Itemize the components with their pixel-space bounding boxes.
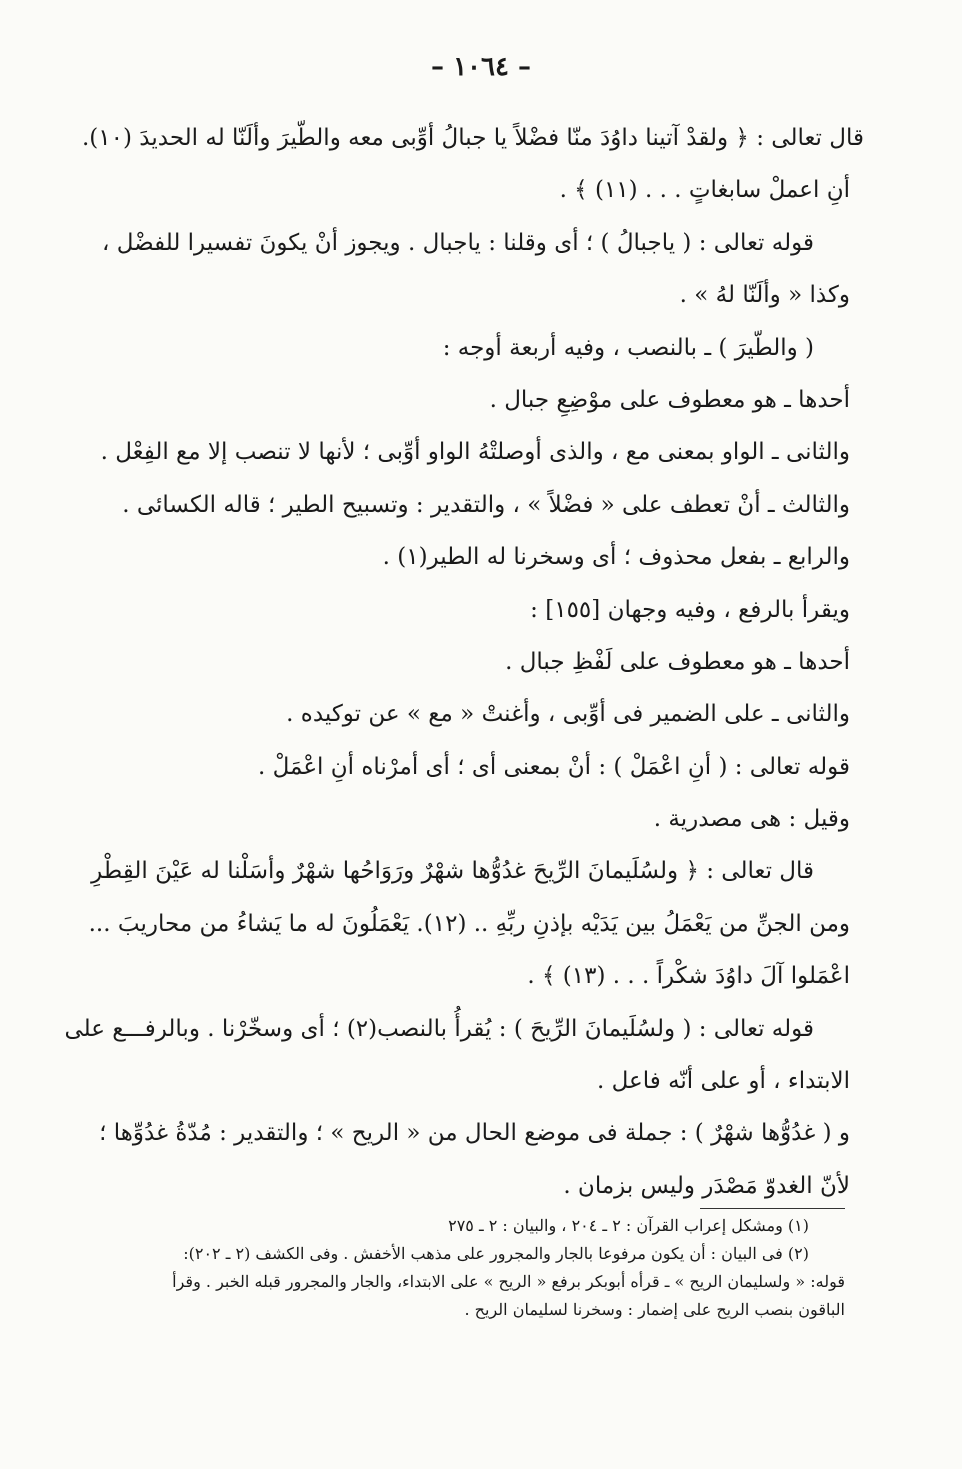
commentary-line: أحدها ـ هو معطوف على موْضِعِ جبال . — [489, 386, 850, 413]
commentary-line: لأنّ الغدوّ مَصْدَر وليس بزمان . — [563, 1172, 850, 1199]
verse-line: اعْمَلوا آلَ داوُدَ شكْراً . . . (١٣) ﴾ . — [527, 963, 850, 990]
commentary-line: ( والطّيرَ ) ـ بالنصب ، وفيه أربعة أوجه : — [442, 334, 814, 361]
main-text — [60, 112, 864, 1212]
verse-line: ومن الجنِّ من يَعْمَلُ بين يَدَيْه بإذنِ ربِّهِ .. (١٢). يَعْمَلُونَ له ما يَشاءُ من محاريبَ ... — [88, 910, 850, 937]
verse-line: قال تعالى : ﴿ ولسُلَيمانَ الرِّيحَ غدُوُّها شهْرٌ ورَوَاحُها شهْرٌ وأسَلْنا له عَيْنَ القِطْرِ — [91, 858, 814, 885]
page-number: – ١٠٦٤ – — [431, 52, 531, 82]
footnote-line: قوله: « ولسليمان الريح » ـ قرأه أبوبكر برفع « الريح » على الابتداء، والجار والمجرور قبله الخبر . وقرأ — [172, 1272, 845, 1291]
commentary-line: ويقرأ بالرفع ، وفيه وجهان [١٥٥] : — [530, 596, 850, 623]
commentary-line: و ( غدُوُّها شهْرٌ ) : جملة فى موضع الحال من « الريح » ؛ والتقدير : مُدّةُ غدُوِّها ؛ — [99, 1120, 850, 1147]
footnote-line: (٢) فى البيان : أن يكون مرفوعا بالجار والمجرور على مذهب الأخفش . وفى الكشف (٢ ـ ٢٠٢): — [183, 1244, 809, 1263]
commentary-line: وقيل : هى مصدرية . — [653, 806, 850, 833]
footnote-line: (١) ومشكل إعراب القرآن : ٢ ـ ٢٠٤ ، والبيان : ٢ ـ ٢٧٥ — [448, 1216, 809, 1235]
verse-line: أنِ اعملْ سابغاتٍ . . . (١١) ﴾ . — [559, 177, 850, 204]
commentary-line: والثانى ـ الواو بمعنى مع ، والذى أوصلتْهُ الواو أوِّبى ؛ لأنها لا تنصب إلا مع الفِعْل . — [100, 439, 850, 466]
footnote-line: الباقون بنصب الريح على إضمار : وسخرنا لسليمان الريح . — [464, 1300, 845, 1319]
verse-line: قال تعالى : ﴿ ولقدْ آتينا داوُدَ منّا فضْلاً يا جبالُ أوِّبى معه والطّيرَ وألَنّا له الحديدَ (١٠). — [81, 125, 864, 151]
commentary-line: وكذا « وألَنّا لهُ » . — [679, 282, 850, 309]
commentary-line: قوله تعالى : ( ولسُلَيمانَ الرِّيحَ ) : يُقرأُ بالنصب(٢) ؛ أى وسخّرْنا . وبالرفـــع على — [64, 1015, 814, 1042]
footnote-divider — [700, 1208, 845, 1209]
commentary-line: والثانى ـ على الضمير فى أوِّبى ، وأغنتْ « مع » عن توكيده . — [286, 701, 850, 728]
commentary-line: الابتداء ، أو على أنّه فاعل . — [597, 1068, 850, 1095]
footnotes — [60, 1212, 845, 1324]
commentary-line: والرابع ـ بفعل محذوف ؛ أى وسخرنا له الطير(١) . — [382, 544, 850, 571]
commentary-line: والثالث ـ أنْ تعطف على « فضْلاً » ، والتقدير : وتسبيح الطير ؛ قاله الكسائى . — [122, 491, 850, 518]
commentary-line: قوله تعالى : ( ياجبالُ ) ؛ أى وقلنا : ياجبال . ويجوز أنْ يكونَ تفسيرا للفضْل ، — [101, 229, 814, 256]
commentary-line: أحدها ـ هو معطوف على لَفْظِ جبال . — [505, 648, 850, 675]
commentary-line: قوله تعالى : ( أنِ اعْمَلْ ) : أنْ بمعنى أى ؛ أى أمرْناه أنِ اعْمَلْ . — [258, 753, 850, 780]
